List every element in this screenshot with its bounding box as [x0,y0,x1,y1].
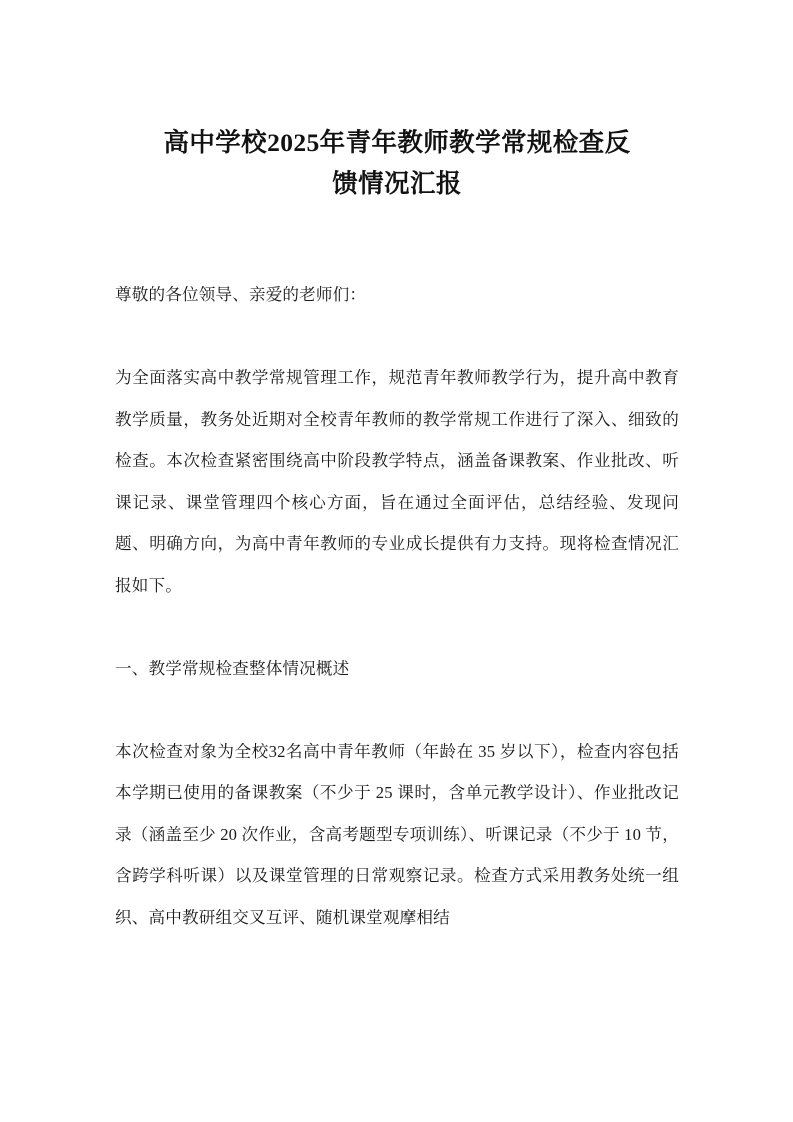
document-title-line-2: 馈情况汇报 [332,169,462,198]
document-title-line-1: 高中学校2025年青年教师教学常规检查反 [163,128,631,157]
document-body [115,122,679,938]
intro-paragraph: 为全面落实高中教学常规管理工作，规范青年教师教学行为，提升高中教育教学质量，教务处近期对全校青年教师的教学常规工作进行了深入、细致的检查。本次检查紧密围绕高中阶段教学特点，涵盖备课教案、作业批改、听课记录、课堂管理四个核心方面，旨在通过全面评估，总结经验、发现问题、明确方向，为高中青年教师的专业成长提供有力支持。现将检查情况汇报如下。 [115,368,679,595]
paragraph-spacer-2 [115,606,679,648]
title-spacer [115,204,679,274]
document-title [115,122,679,204]
paragraph-spacer-1 [115,316,679,358]
salutation-line: 尊敬的各位领导、亲爱的老师们： [115,285,367,304]
section-1-heading: 一、教学常规检查整体情况概述 [115,658,350,678]
section-1-paragraph: 本次检查对象为全校32名高中青年教师（年龄在 35 岁以下），检查内容包括本学期已使用的备课教案（不少于 25 课时，含单元教学设计）、作业批改记录（涵盖至少 20 次作业，含高考题型专项训练）、听课记录（不少于 10 节，含跨学科听课）以及课堂管理的日常观察记录。检查方式采用教务处统一组织、高中教研组交叉互评、随机课堂观摩相结 [115,741,679,927]
paragraph-spacer-3 [115,689,679,731]
